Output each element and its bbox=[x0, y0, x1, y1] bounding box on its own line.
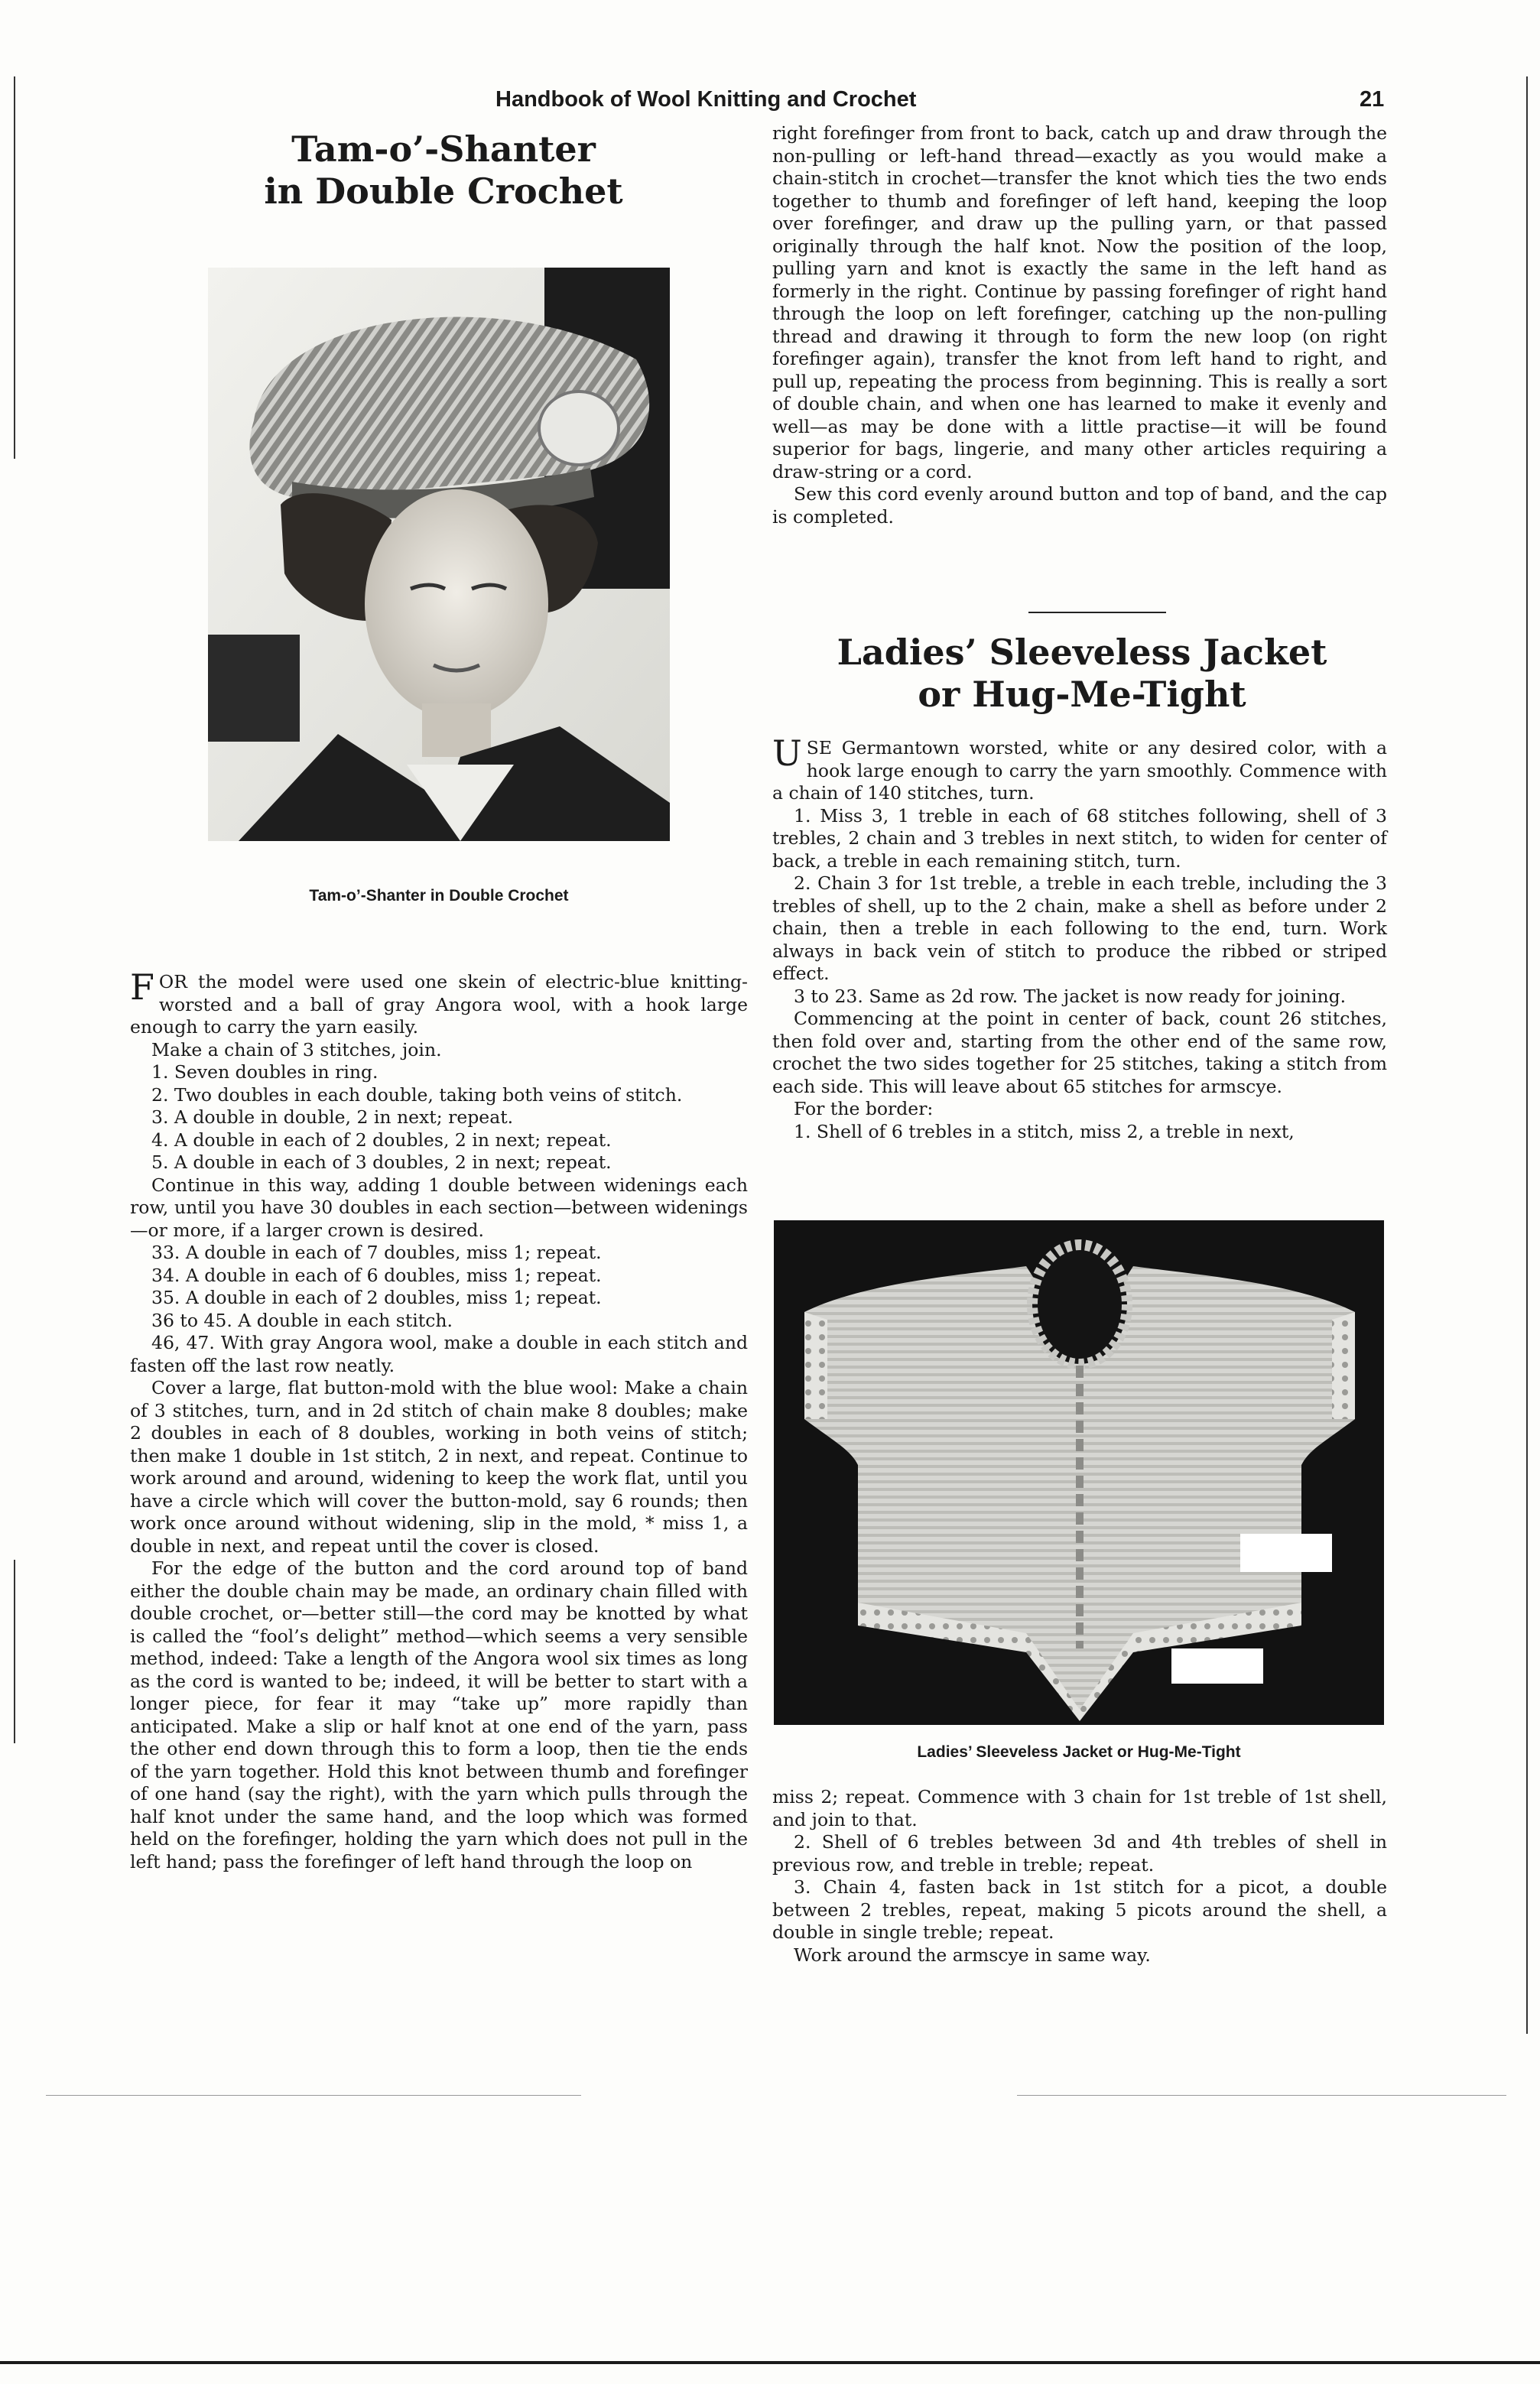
jacket-step: 2. Shell of 6 trebles between 3d and 4th trebles of shell in previous row, and treble in treble; repeat. bbox=[772, 1831, 1387, 1876]
jacket-step: 2. Chain 3 for 1st treble, a treble in each treble, including the 3 trebles of shell, up to the 2 chain, make a shell as before under 2 chain, then a treble in each following to the end, turn. Work always in back vein of stitch to produce the ribbed or striped effect. bbox=[772, 872, 1387, 984]
tam-step: 33. A double in each of 7 doubles, miss 1; repeat. bbox=[151, 1242, 602, 1263]
jacket-instructions-continued bbox=[772, 1786, 1387, 1967]
tam-paragraph: Continue in this way, adding 1 double between widenings each row, until you have 30 doubles in each section—between widenings—or more, if a larger crown is desired. bbox=[130, 1174, 748, 1241]
tam-title-line1: Tam-o’-Shanter bbox=[291, 128, 596, 170]
tam-dropcap: F bbox=[130, 966, 154, 1008]
tam-instructions-continued bbox=[772, 122, 1387, 528]
margin-mark bbox=[14, 76, 15, 459]
running-header bbox=[0, 81, 1540, 119]
jacket-dropcap: U bbox=[772, 732, 802, 774]
page-number: 21 bbox=[1360, 87, 1385, 112]
tam-paragraph: right forefinger from front to back, catch up and draw through the non-pulling or left-hand thread—exactly as you would make a chain-stitch in crochet—transfer the knot which ties the two ends together to thumb and forefinger of left hand, keeping the loop over forefinger, and draw up the pulling yarn, or that passed originally through the half knot. Now the position of the loop, pulling yarn and knot is exactly the same in the left hand as formerly in the right. Continue by passing forefinger of right hand through the loop on left forefinger, catching up the non-pulling thread and drawing it through to form the new loop (on right forefinger again), transfer the knot from left hand to right, and pull up, repeating the process from beginning. This is really a sort of double chain, and when one has learned to make it evenly and well—as may be done with a little practise—it will be found superior for bags, lingerie, and many other articles requiring a draw-string or a cord. bbox=[772, 122, 1387, 482]
scan-line bbox=[46, 2095, 581, 2096]
tam-title bbox=[191, 128, 696, 213]
jacket-photo bbox=[774, 1220, 1384, 1725]
jacket-title-line2: or Hug-Me-Tight bbox=[918, 674, 1246, 716]
jacket-intro: USE Germantown worsted, white or any desired color, with a hook large enough to carry the yarn smoothly. Commence with a chain of 140 stitches, turn. bbox=[772, 732, 1387, 804]
tam-paragraph: For the edge of the button and the cord around top of band either the double chain may be made, an ordinary chain filled with double crochet, or—better still—the cord may be knotted by what is called the “fool’s delight” method—which seems a very sensible method, indeed: Take a length of the Angora wool six times as long as the cord is wanted to be; indeed, it will be better to start with a longer piece, for fear it may “take up” more rapidly than anticipated. Make a slip or half knot at one end of the yarn, pass the other end down through this to form a loop, then tie the ends of the yarn together. Hold this knot between thumb and forefinger of one hand (say the right), with the yarn which pulls through the half knot under the same hand, and the loop which was formed held on the forefinger, holding the yarn which does not pull in the left hand; pass the forefinger of left hand through the loop on bbox=[130, 1557, 748, 1872]
scan-line bbox=[0, 2361, 1540, 2364]
jacket-title-line1: Ladies’ Sleeveless Jacket bbox=[837, 632, 1327, 673]
tam-step: 46, 47. With gray Angora wool, make a double in each stitch and fasten off the last row neatly. bbox=[130, 1332, 748, 1376]
tam-photo-caption: Tam-o’-Shanter in Double Crochet bbox=[309, 887, 569, 905]
section-divider bbox=[1028, 612, 1166, 613]
tam-step: 4. A double in each of 2 doubles, 2 in next; repeat. bbox=[151, 1129, 612, 1151]
margin-mark bbox=[14, 1560, 15, 1743]
tam-photo bbox=[208, 268, 670, 841]
tam-step: 1. Seven doubles in ring. bbox=[151, 1061, 379, 1083]
tam-step: 36 to 45. A double in each stitch. bbox=[151, 1309, 453, 1331]
jacket-instructions bbox=[772, 732, 1387, 1143]
jacket-step: 3 to 23. Same as 2d row. The jacket is now ready for joining. bbox=[794, 985, 1347, 1007]
tam-step: 5. A double in each of 3 doubles, 2 in next; repeat. bbox=[151, 1151, 612, 1173]
jacket-step: 1. Miss 3, 1 treble in each of 68 stitches following, shell of 3 trebles, 2 chain and 3 trebles in next stitch, to widen for center of back, a treble in each remaining stitch, turn. bbox=[772, 804, 1387, 872]
tam-intro: FOR the model were used one skein of electric-blue knitting-worsted and a ball of gray Angora wool, with a hook large enough to carry the yarn easily. bbox=[130, 966, 748, 1038]
jacket-paragraph: For the border: bbox=[794, 1098, 934, 1119]
jacket-step: 3. Chain 4, fasten back in 1st stitch for a picot, a double between 2 trebles, repeat, making 5 picots around the shell, a double in single treble; repeat. bbox=[772, 1876, 1387, 1943]
tam-step: 34. A double in each of 6 doubles, miss 1; repeat. bbox=[151, 1264, 602, 1286]
jacket-step: 1. Shell of 6 trebles in a stitch, miss 2, a treble in next, bbox=[794, 1120, 1295, 1142]
margin-mark bbox=[1526, 76, 1528, 2034]
jacket-title bbox=[765, 632, 1399, 716]
tam-step: 3. A double in double, 2 in next; repeat. bbox=[151, 1106, 514, 1128]
jacket-photo-caption: Ladies’ Sleeveless Jacket or Hug-Me-Tight bbox=[917, 1743, 1241, 1761]
tam-paragraph: Cover a large, flat button-mold with the blue wool: Make a chain of 3 stitches, turn, and in 2d stitch of chain make 8 doubles; make 2 doubles in each of 8 doubles, working in both veins of stitch; then make 1 double in 1st stitch, 2 in next, and repeat. Continue to work around and around, widening to keep the work flat, until you have a circle which will cover the button-mold, say 6 rounds; then work once around without widening, slip in the mold, * miss 1, a double in next, and repeat until the cover is closed. bbox=[130, 1377, 748, 1557]
tam-instructions bbox=[130, 966, 748, 1873]
jacket-paragraph: Commencing at the point in center of back, count 26 stitches, then fold over and, starting from the other end of the same row, crochet the two sides together for 25 stitches, taking a stitch from each side. This will leave about 65 stitches for armscye. bbox=[772, 1008, 1387, 1097]
jacket-paragraph: Work around the armscye in same way. bbox=[794, 1944, 1151, 1966]
jacket-paragraph: miss 2; repeat. Commence with 3 chain for 1st treble of 1st shell, and join to that. bbox=[772, 1786, 1387, 1830]
scan-line bbox=[1017, 2095, 1506, 2096]
book-title: Handbook of Wool Knitting and Crochet bbox=[495, 87, 917, 112]
tam-step: 2. Two doubles in each double, taking both veins of stitch. bbox=[151, 1083, 683, 1106]
tam-title-line2: in Double Crochet bbox=[264, 171, 623, 213]
tam-paragraph: Sew this cord evenly around button and top of band, and the cap is completed. bbox=[772, 483, 1387, 528]
tam-step: 35. A double in each of 2 doubles, miss 1; repeat. bbox=[151, 1287, 602, 1308]
tam-step: Make a chain of 3 stitches, join. bbox=[151, 1038, 442, 1060]
